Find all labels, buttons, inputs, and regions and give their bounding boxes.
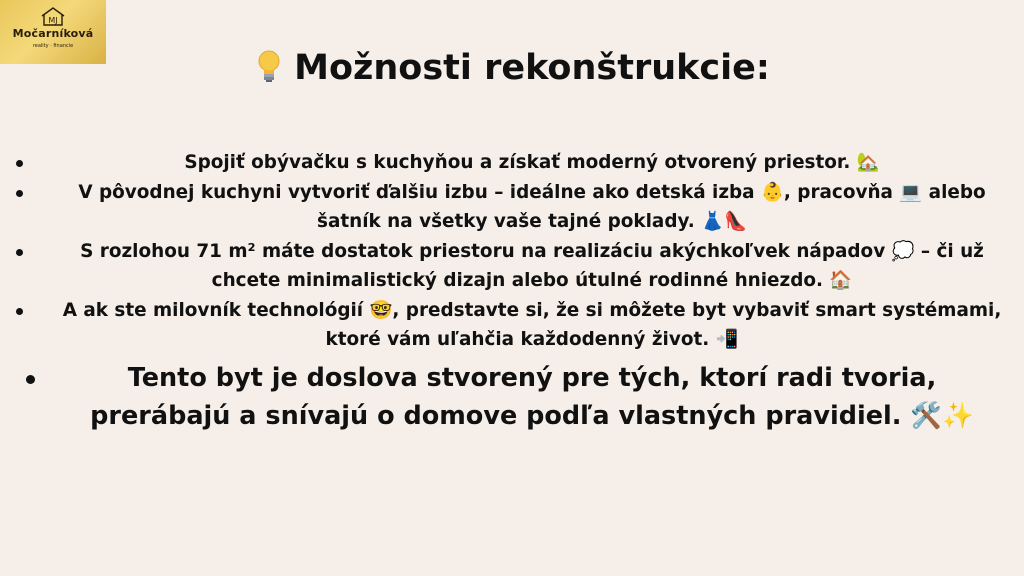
lightbulb-icon: [254, 48, 284, 84]
logo-name: Močarníková: [12, 27, 94, 40]
page-title-text: Možnosti rekonštrukcie:: [294, 48, 770, 88]
bullet-dot: [16, 308, 23, 315]
list-item-text: V pôvodnej kuchyni vytvoriť ďalšiu izbu – ideálne ako detská izba 👶, pracovňa 💻 alebo šatník na všetky vaše tajné poklady. 👗👠: [78, 181, 986, 232]
list-item-text: Spojiť obývačku s kuchyňou a získať moderný otvorený priestor. 🏡: [184, 152, 880, 173]
bullet-dot: [16, 160, 23, 167]
bullet-dot: [16, 249, 23, 256]
list-item: [12, 148, 1012, 178]
list-item: [12, 237, 1012, 296]
list-item-highlight: [12, 359, 1012, 435]
logo-tagline: reality · financie: [32, 43, 74, 49]
page-title: [0, 48, 1024, 88]
list-item-text: S rozlohou 71 m² máte dostatok priestoru na realizáciu akýchkoľvek nápadov 💭 – či už chcete minimalistický dizajn alebo útulné rodinné hniezdo. 🏠: [80, 240, 984, 291]
list-item-text: Tento byt je doslova stvorený pre tých, ktorí radi tvoria, prerábajú a snívajú o domove podľa vlastných pravidiel. 🛠️✨: [90, 362, 974, 431]
list-item-text: A ak ste milovník technológií 🤓, predstavte si, že si môžete byt vybaviť smart systémami, ktoré vám uľahčia každodenný život. 📲: [62, 299, 1002, 350]
list-item: [12, 178, 1012, 237]
logo-initials: MJ: [48, 16, 58, 25]
bullet-dot: [26, 375, 35, 384]
house-logo-icon: [40, 6, 66, 26]
bullet-dot: [16, 190, 23, 197]
list-item: [12, 296, 1012, 355]
reconstruction-options-list: [12, 148, 1012, 435]
